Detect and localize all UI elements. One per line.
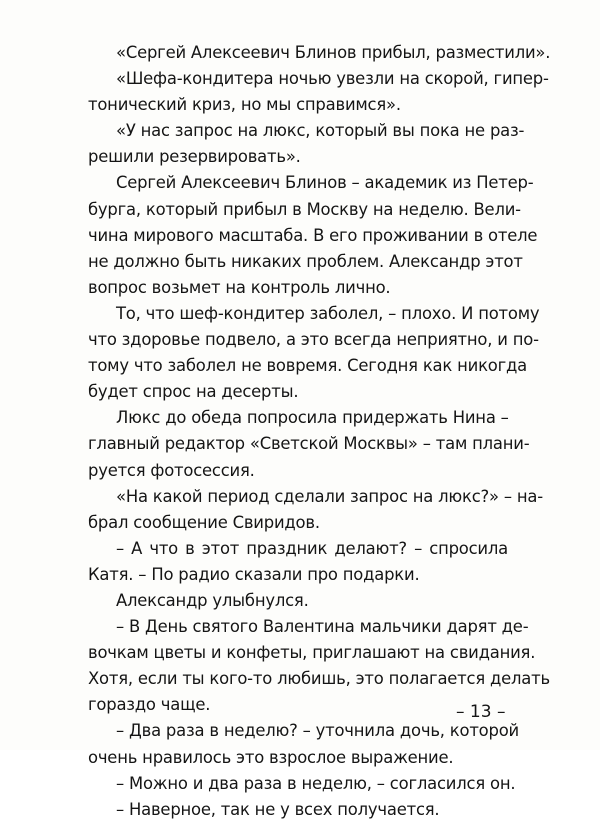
text-line: «Шефа-кондитера ночью увезли на скорой, гипер- — [116, 69, 549, 89]
text-line: Люкс до обеда попросила придержать Нина – — [116, 408, 509, 428]
text-line: тому что заболел не вовремя. Сегодня как никогда — [88, 356, 527, 376]
text-line: Хотя, если ты кого-то любишь, это полагается делать — [88, 669, 550, 689]
text-line: руется фотосессия. — [88, 460, 255, 480]
text-line: брал сообщение Свиридов. — [88, 512, 320, 532]
text-line: Сергей Алексеевич Блинов – академик из Петер- — [116, 173, 534, 193]
page-number: – 13 – — [456, 702, 506, 722]
text-line: чина мирового масштаба. В его проживании в отеле — [88, 225, 538, 245]
text-line: – Два раза в неделю? – уточнила дочь, которой — [116, 721, 519, 741]
body-text — [88, 40, 551, 823]
text-line: – А что в этот праздник делают? – спросила — [116, 538, 508, 558]
text-line: бурга, который прибыл в Москву на неделю. Вели- — [88, 199, 521, 219]
text-line: – Наверное, так не у всех получается. — [116, 799, 440, 819]
text-line: Катя. – По радио сказали про подарки. — [88, 564, 420, 584]
text-line: очень нравилось это взрослое выражение. — [88, 747, 454, 767]
text-line: что здоровье подвело, а это всегда неприятно, и по- — [88, 330, 539, 350]
text-line: вопрос возьмет на контроль лично. — [88, 277, 391, 297]
text-line: решили резервировать». — [88, 147, 301, 167]
text-line: – Можно и два раза в неделю, – согласился он. — [116, 773, 516, 793]
text-line: «Сергей Алексеевич Блинов прибыл, разместили». — [116, 43, 551, 62]
text-line: главный редактор «Светской Москвы» – там плани- — [88, 434, 530, 454]
text-line: – В День святого Валентина мальчики дарят де- — [116, 617, 529, 637]
text-line: вочкам цветы и конфеты, приглашают на свидания. — [88, 643, 536, 663]
text-line: гораздо чаще. — [88, 695, 211, 715]
text-line: То, что шеф-кондитер заболел, – плохо. И потому — [116, 303, 540, 323]
text-line: не должно быть никаких проблем. Александр этот — [88, 251, 523, 271]
text-line: тонический криз, но мы справимся». — [88, 95, 401, 115]
text-line: Александр улыбнулся. — [116, 590, 309, 610]
text-line: «У нас запрос на люкс, который вы пока не раз- — [116, 121, 525, 141]
text-line: будет спрос на десерты. — [88, 382, 299, 402]
text-line: «На какой период сделали запрос на люкс?» – на- — [116, 486, 543, 506]
